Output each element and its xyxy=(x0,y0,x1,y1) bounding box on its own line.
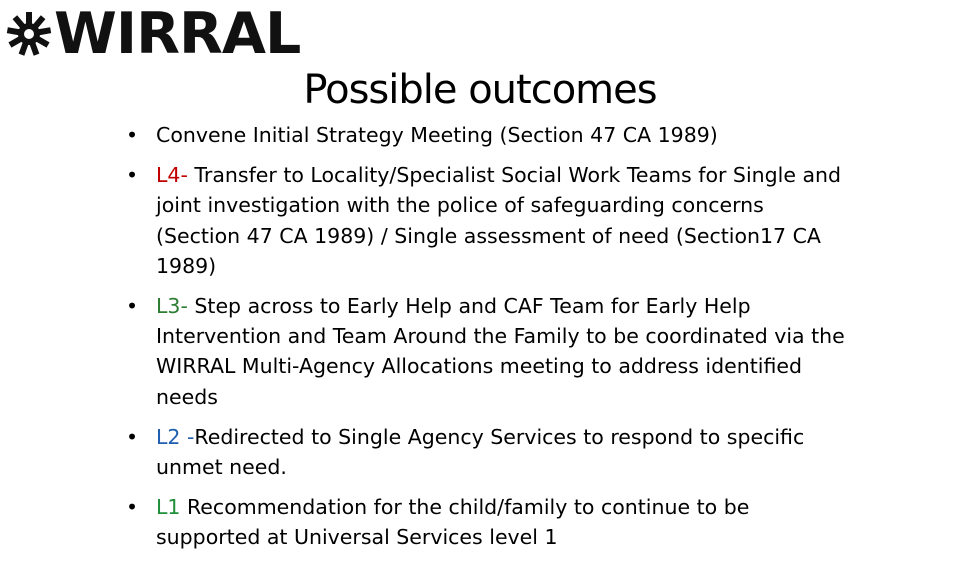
bullet-text: Step across to Early Help and CAF Team for Early Help Intervention and Team Around the Family to be coordinated via the WIRRAL Multi-Agency Allocations meeting to address identified needs xyxy=(156,294,845,409)
bullet-icon: • xyxy=(126,495,139,520)
level-label: L2 - xyxy=(156,424,195,449)
list-item xyxy=(126,291,846,412)
bullet-icon: • xyxy=(126,424,139,449)
list-item xyxy=(126,160,846,281)
list-item xyxy=(126,120,846,150)
list-item xyxy=(126,422,846,482)
wirral-logo xyxy=(6,1,301,67)
level-label: L1 xyxy=(156,495,181,520)
bullet-icon: • xyxy=(126,294,139,319)
logo-wordmark: WIRRAL xyxy=(54,1,301,67)
level-label: L3- xyxy=(156,294,188,319)
level-label: L4- xyxy=(156,163,188,188)
page-title: Possible outcomes xyxy=(303,67,657,113)
list-item xyxy=(126,492,846,552)
bullet-icon: • xyxy=(126,123,139,147)
cog-burst-icon xyxy=(6,11,52,57)
bullet-text: Convene Initial Strategy Meeting (Section 47 CA 1989) xyxy=(156,123,718,147)
bullet-text: Transfer to Locality/Specialist Social Work Teams for Single and joint investigation with the police of safeguarding concerns (Section 47 CA 1989) / Single assessment of need (Section17 CA 1989) xyxy=(156,163,842,278)
bullet-text: Recommendation for the child/family to continue to be supported at Universal Services level 1 xyxy=(156,495,750,550)
bullet-icon: • xyxy=(126,163,139,188)
bullet-text: Redirected to Single Agency Services to respond to specific unmet need. xyxy=(156,424,805,480)
outcomes-list xyxy=(126,120,846,563)
